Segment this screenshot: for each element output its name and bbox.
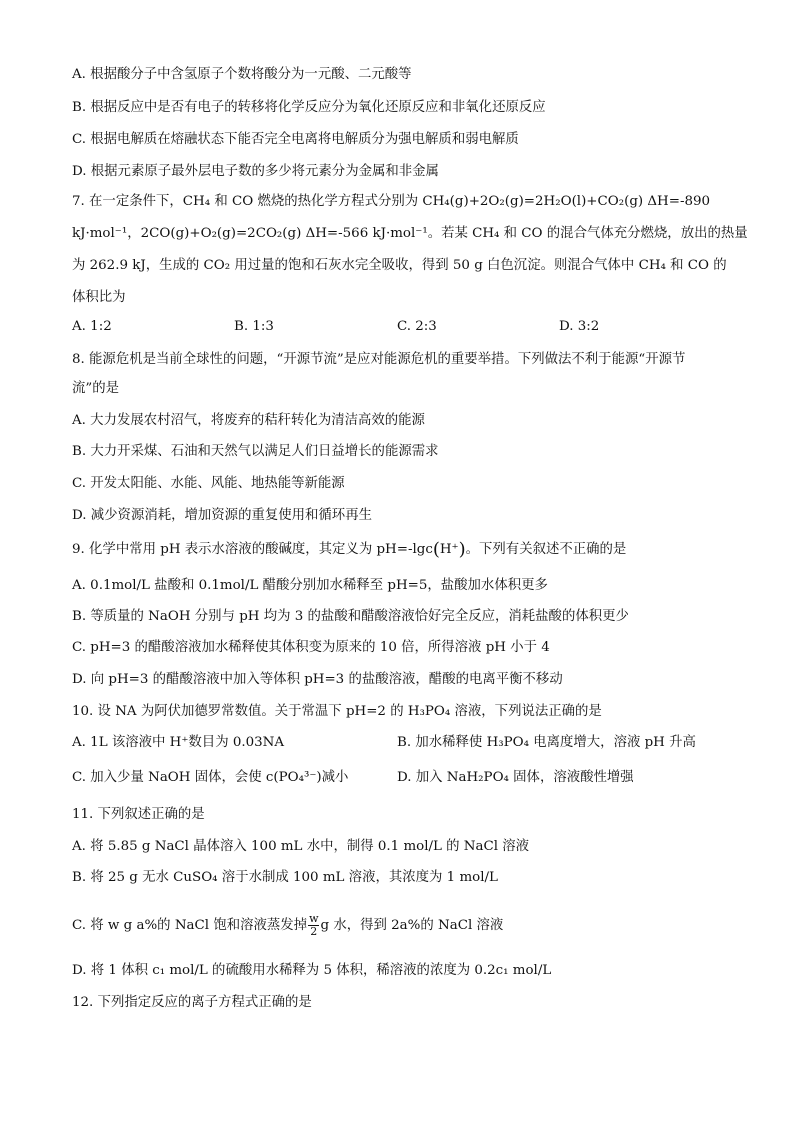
- question-10-stem: 10. 设 NA 为阿伏加德罗常数值。关于常温下 pH=2 的 H₃PO₄ 溶液，下列说法正确的是: [72, 704, 602, 719]
- question-12-stem: 12. 下列指定反应的离子方程式正确的是: [72, 995, 312, 1010]
- question-9-option-b: B. 等质量的 NaOH 分别与 pH 均为 3 的盐酸和醋酸溶液恰好完全反应，消耗盐酸的体积更少: [72, 609, 629, 624]
- question-7-line-4: 体积比为: [72, 290, 126, 305]
- question-11-option-d: D. 将 1 体积 c₁ mol/L 的硫酸用水稀释为 5 体积，稀溶液的浓度为 0.2c₁ mol/L: [72, 963, 552, 978]
- question-10-option-b: B. 加水稀释使 H₃PO₄ 电离度增大，溶液 pH 升高: [397, 735, 696, 750]
- question-7-line-3: 为 262.9 kJ，生成的 CO₂ 用过量的饱和石灰水完全吸收，得到 50 g 白色沉淀。则混合气体中 CH₄ 和 CO 的: [72, 258, 727, 273]
- question-9-option-d: D. 向 pH=3 的醋酸溶液中加入等体积 pH=3 的盐酸溶液，醋酸的电离平衡不移动: [72, 672, 563, 687]
- question-11-option-b: B. 将 25 g 无水 CuSO₄ 溶于水制成 100 mL 溶液，其浓度为 1 mol/L: [72, 870, 498, 885]
- question-10-option-a: A. 1L 该溶液中 H⁺数目为 0.03NA: [72, 735, 285, 750]
- question-11-option-c-part-a: C. 将 w g a%的 NaCl 饱和溶液蒸发掉: [72, 918, 308, 933]
- question-10-option-d: D. 加入 NaH₂PO₄ 固体，溶液酸性增强: [397, 770, 634, 785]
- question-8-option-b: B. 大力开采煤、石油和天然气以满足人们日益增长的能源需求: [72, 444, 439, 459]
- question-11-option-a: A. 将 5.85 g NaCl 晶体溶入 100 mL 水中，制得 0.1 mol/L 的 NaCl 溶液: [72, 839, 530, 854]
- question-7-option-a: A. 1:2: [72, 319, 112, 334]
- question-8-option-a: A. 大力发展农村沼气，将废弃的秸秆转化为清洁高效的能源: [72, 413, 425, 428]
- option-prev-d: D. 根据元素原子最外层电子数的多少将元素分为金属和非金属: [72, 164, 439, 179]
- option-prev-c: C. 根据电解质在熔融状态下能否完全电离将电解质分为强电解质和弱电解质: [72, 132, 519, 147]
- question-7-option-c: C. 2:3: [397, 319, 437, 334]
- question-8-line-2: 流”的是: [72, 381, 120, 396]
- question-9-option-c: C. pH=3 的醋酸溶液加水稀释使其体积变为原来的 10 倍，所得溶液 pH 小于 4: [72, 640, 550, 655]
- question-8-option-c: C. 开发太阳能、水能、风能、地热能等新能源: [72, 476, 345, 491]
- question-10-option-c: C. 加入少量 NaOH 固体，会使 c(PO₄³⁻)减小: [72, 770, 349, 785]
- fraction-numerator: w: [309, 912, 319, 925]
- question-9-option-a: A. 0.1mol/L 盐酸和 0.1mol/L 醋酸分别加水稀释至 pH=5，盐酸加水体积更多: [72, 578, 548, 593]
- question-7-option-d: D. 3:2: [559, 319, 600, 334]
- question-11-stem: 11. 下列叙述正确的是: [72, 807, 205, 822]
- option-prev-a: A. 根据酸分子中含氢原子个数将酸分为一元酸、二元酸等: [72, 67, 412, 82]
- fraction-denominator: 2: [310, 925, 318, 938]
- question-7-option-b: B. 1:3: [234, 319, 274, 334]
- question-8-line-1: 8. 能源危机是当前全球性的问题，“开源节流”是应对能源危机的重要举措。下列做法不利于能源“开源节: [72, 352, 686, 367]
- question-8-option-d: D. 减少资源消耗，增加资源的重复使用和循环再生: [72, 508, 372, 523]
- question-9-hydrogen-ion: H⁺: [439, 542, 459, 557]
- option-prev-b: B. 根据反应中是否有电子的转移将化学反应分为氧化还原反应和非氧化还原反应: [72, 100, 546, 115]
- question-11-option-c-part-b: g 水，得到 2a%的 NaCl 溶液: [320, 918, 504, 933]
- question-7-line-2: kJ·mol⁻¹，2CO(g)+O₂(g)=2CO₂(g) ΔH=-566 kJ·mol⁻¹。若某 CH₄ 和 CO 的混合气体充分燃烧，放出的热量: [72, 226, 748, 241]
- question-9-stem-part-b: 。下列有关叙述不正确的是: [465, 542, 627, 557]
- question-7-line-1: 7. 在一定条件下，CH₄ 和 CO 燃烧的热化学方程式分别为 CH₄(g)+2O₂(g)=2H₂O(l)+CO₂(g) ΔH=-890: [72, 194, 711, 209]
- question-9-stem: 9. 化学中常用 pH 表示水溶液的酸碱度，其定义为 pH=-lgc(H⁺)。下列有关叙述不正确的是: [72, 539, 627, 560]
- question-9-stem-part-a: 9. 化学中常用 pH 表示水溶液的酸碱度，其定义为 pH=-lgc: [72, 542, 433, 557]
- question-11-option-c: [72, 913, 734, 938]
- fraction-w-over-2: [308, 913, 319, 938]
